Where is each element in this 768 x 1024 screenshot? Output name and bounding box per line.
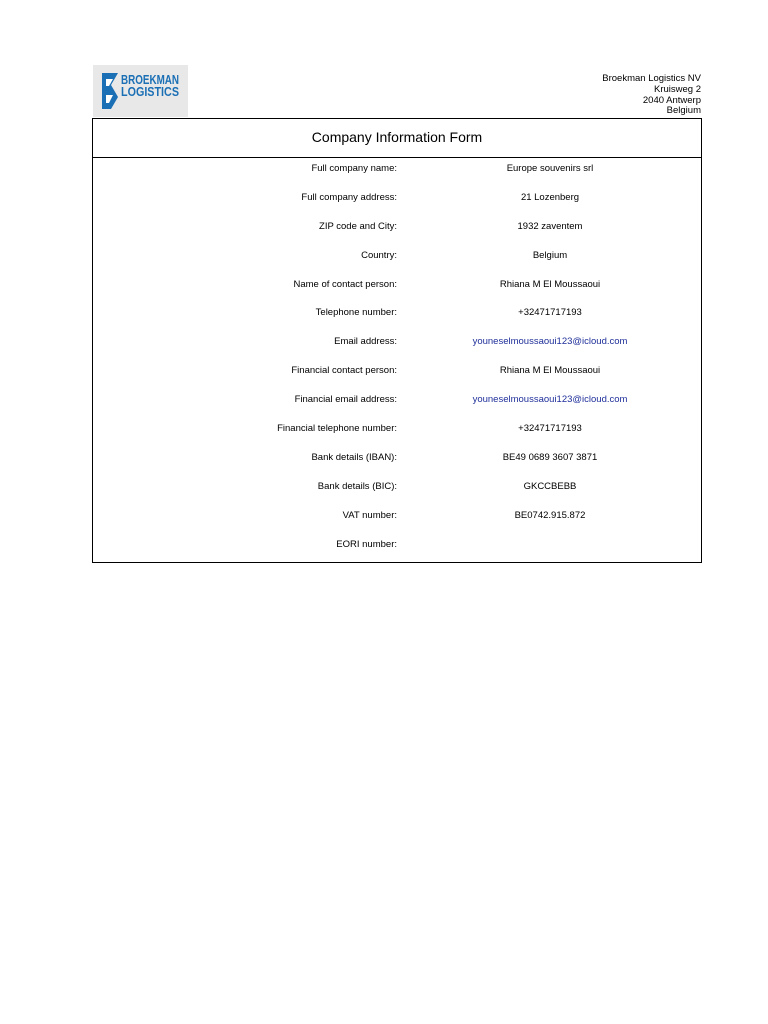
row-label: Full company address: <box>301 192 397 203</box>
row-value: +32471717193 <box>518 307 582 318</box>
address-company: Broekman Logistics NV <box>602 73 701 84</box>
form-row <box>93 219 701 235</box>
logo-line1: BROEKMAN <box>121 73 179 87</box>
form-row <box>93 161 701 177</box>
row-label: Full company name: <box>311 163 397 174</box>
row-value: Rhiana M El Moussaoui <box>499 365 601 376</box>
row-label: VAT number: <box>342 510 397 521</box>
form-row <box>93 537 701 553</box>
address-street: Kruisweg 2 <box>654 83 701 95</box>
form-row <box>93 508 701 524</box>
row-label: Email address: <box>334 336 397 347</box>
row-label: Financial email address: <box>294 394 397 405</box>
row-label: ZIP code and City: <box>319 221 397 232</box>
row-label: Bank details (IBAN): <box>311 452 397 463</box>
broekman-logo <box>93 65 188 117</box>
row-value: BE0742.915.872 <box>514 510 586 521</box>
form-title: Company Information Form <box>93 119 701 158</box>
row-label: Bank details (BIC): <box>317 481 397 492</box>
row-label: EORI number: <box>336 539 397 550</box>
form-row <box>93 392 701 408</box>
row-value: BE49 0689 3607 3871 <box>502 452 598 463</box>
row-label: Country: <box>361 250 397 261</box>
address-city: 2040 Antwerp <box>642 94 701 106</box>
form-row <box>93 248 701 264</box>
row-label: Name of contact person: <box>293 279 397 290</box>
form-row <box>93 363 701 379</box>
row-value: Belgium <box>532 250 568 261</box>
email-link[interactable]: youneselmoussaoui123@icloud.com <box>472 336 628 347</box>
company-information-form <box>92 118 702 563</box>
form-row <box>93 421 701 437</box>
form-row <box>93 277 701 293</box>
row-label: Telephone number: <box>315 307 397 318</box>
form-row <box>93 190 701 206</box>
row-label: Financial contact person: <box>291 365 397 376</box>
row-value: 1932 zaventem <box>517 221 583 232</box>
address-country: Belgium <box>666 105 701 117</box>
row-value: Europe souvenirs srl <box>506 163 594 174</box>
logo-line2: LOGISTICS <box>121 85 179 99</box>
form-row <box>93 305 701 321</box>
form-row <box>93 334 701 350</box>
row-value: +32471717193 <box>518 423 582 434</box>
financial-email-link[interactable]: youneselmoussaoui123@icloud.com <box>472 394 628 405</box>
row-value: 21 Lozenberg <box>520 192 580 203</box>
row-value: Rhiana M El Moussaoui <box>499 279 601 290</box>
form-row <box>93 450 701 466</box>
row-value: GKCCBEBB <box>523 481 577 492</box>
company-address-block <box>602 74 701 117</box>
row-label: Financial telephone number: <box>277 423 397 434</box>
form-row <box>93 479 701 495</box>
